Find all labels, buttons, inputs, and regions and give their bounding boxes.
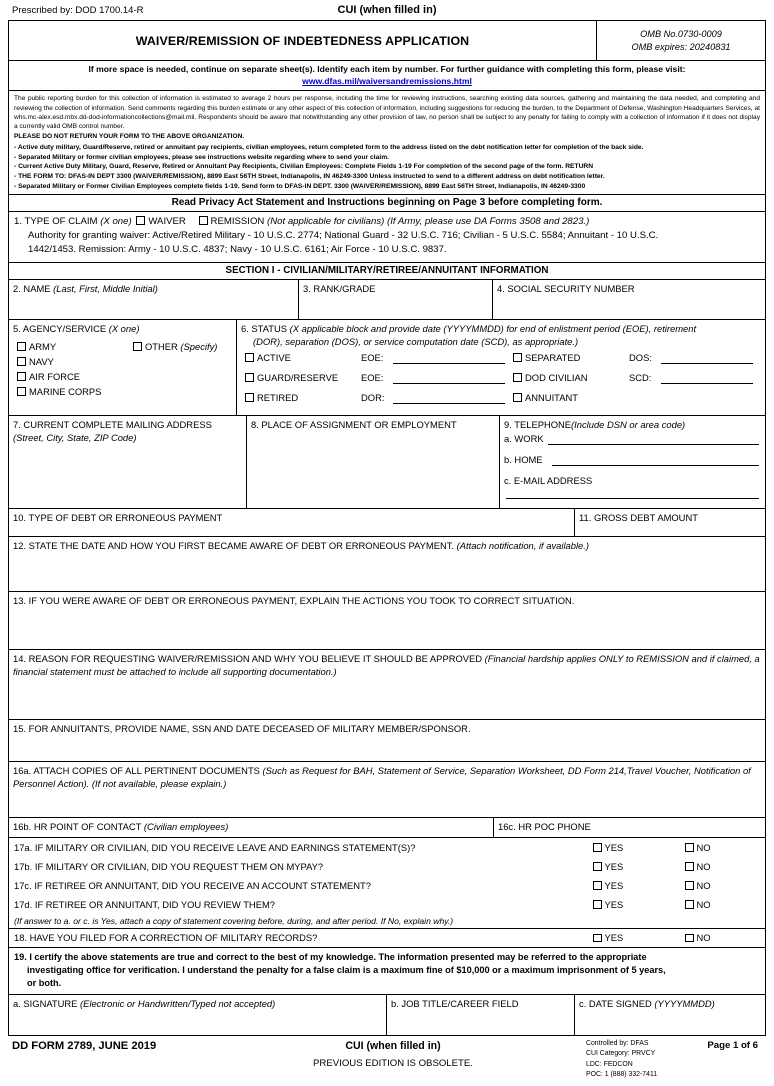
dod-civilian-scd-label: SCD: — [629, 372, 652, 384]
item-14-hint: (Financial hardship applies ONLY to REMISSION and if claimed, a financial statement must be attached to include all supporting documentation.) — [13, 652, 760, 678]
do-not-return-notice: PLEASE DO NOT RETURN YOUR FORM TO THE ABOVE ORGANIZATION. — [14, 132, 245, 140]
home-phone-label: b. HOME — [504, 454, 543, 466]
air-force-checkbox[interactable] — [17, 372, 26, 381]
email-address-label: c. E-MAIL ADDRESS — [504, 475, 593, 487]
question-17c-label: 17c. IF RETIREE OR ANNUITANT, DID YOU RECEIVE AN ACCOUNT STATEMENT? — [14, 879, 371, 891]
q17c-no-label: NO — [696, 879, 711, 891]
q17b-yes-label: YES — [604, 860, 624, 872]
guidance-text: If more space is needed, continue on separate sheet(s). Identify each item by number. For further guidance with completing this form, please visit: — [88, 64, 686, 74]
active-eoe-input[interactable] — [393, 354, 505, 364]
ldc-marking: LDC: FEDCON — [586, 1060, 633, 1068]
active-eoe-label: EOE: — [361, 352, 384, 364]
item-9-telephone-block — [500, 416, 765, 508]
item-19-certification — [9, 948, 765, 995]
separated-label: SEPARATED — [525, 352, 581, 364]
q17b-yes-checkbox[interactable] — [593, 862, 602, 871]
item-7-hint: (Street, City, State, ZIP Code) — [13, 432, 137, 444]
navy-label: NAVY — [29, 356, 54, 368]
bullet-item: - Separated Military or Former Civilian Employees complete fields 1-19. Send form to DFAS-IN DEPT. 3300 (WAIVER/REMISSION), 8899 East 56TH Street, Indianapolis, IN 46249-3300 — [14, 182, 586, 190]
q18-no-label: NO — [696, 932, 711, 944]
item-15-label: 15. FOR ANNUITANTS, PROVIDE NAME, SSN AND DATE DECEASED OF MILITARY MEMBER/SPONSOR. — [13, 722, 471, 734]
item-14-label: 14. REASON FOR REQUESTING WAIVER/REMISSION AND WHY YOU BELIEVE IT SHOULD BE APPROVED — [13, 652, 483, 664]
separated-dos-input[interactable] — [661, 354, 753, 364]
form-frame — [8, 20, 766, 1036]
email-address-input[interactable] — [506, 498, 759, 499]
navy-checkbox[interactable] — [17, 357, 26, 366]
q17d-no-label: NO — [696, 898, 711, 910]
item-3-label: 3. RANK/GRADE — [303, 282, 376, 294]
question-17c-row — [9, 876, 765, 895]
instruction-bullets — [14, 143, 760, 192]
form-title-cell — [9, 21, 597, 60]
army-checkbox[interactable] — [17, 342, 26, 351]
item-3-rank-field[interactable] — [299, 280, 493, 319]
guard-eoe-input[interactable] — [393, 374, 505, 384]
q17a-yes-label: YES — [604, 841, 624, 853]
hr-contact-row — [9, 818, 765, 838]
job-title-label: b. JOB TITLE/CAREER FIELD — [391, 997, 519, 1009]
q17b-no-label: NO — [696, 860, 711, 872]
date-signed-hint: (YYYYMMDD) — [654, 997, 715, 1009]
retired-dor-input[interactable] — [393, 394, 505, 404]
home-phone-input[interactable] — [552, 465, 759, 466]
poc-phone: POC: 1 (888) 332-7411 — [586, 1070, 658, 1078]
item-16a-label: 16a. ATTACH COPIES OF ALL PERTINENT DOCUMENTS — [13, 764, 260, 776]
read-privacy-act-notice: Read Privacy Act Statement and Instructions beginning on Page 3 before completing form. — [9, 195, 765, 212]
status-checkbox-grid — [241, 352, 761, 412]
bullet-item: - Current Active Duty Military, Guard, Reserve, Retired or Annuitant Pay Recipients, Civilian Employees: Complete Fields 1-19 For completion of the second page of the form. RETURN — [14, 163, 594, 171]
certification-line-3: or both. — [27, 978, 62, 989]
certification-line-2: investigating office for verification. I understand the penalty for a false claim is a maximum fine of $10,000 or a maximum imprisonment of 5 years, — [27, 965, 666, 976]
item-16a-hint-line-1: (Such as Request for BAH, Statement of Service, Separation Worksheet, DD Form 214,Travel — [262, 764, 653, 776]
retired-label: RETIRED — [257, 392, 299, 404]
active-checkbox[interactable] — [245, 353, 254, 362]
item-5-hint: (X one) — [108, 322, 140, 334]
q18-yes-label: YES — [604, 932, 624, 944]
signature-label: a. SIGNATURE — [13, 997, 78, 1009]
page-footer — [8, 1036, 766, 1086]
q17b-no-checkbox[interactable] — [685, 862, 694, 871]
item-9-label: 9. TELEPHONE — [504, 418, 572, 430]
omb-number: OMB No.0730-0009 — [640, 29, 722, 40]
page-number: Page 1 of 6 — [707, 1039, 758, 1051]
question-17d-row — [9, 895, 765, 914]
q17d-yes-label: YES — [604, 898, 624, 910]
active-label: ACTIVE — [257, 352, 291, 364]
remission-label: REMISSION — [210, 215, 265, 227]
prescribed-by-text: Prescribed by: DOD 1700.14-R — [12, 5, 144, 16]
question-18-label: 18. HAVE YOU FILED FOR A CORRECTION OF MILITARY RECORDS? — [14, 932, 318, 944]
item-15-annuitant-field[interactable] — [9, 720, 765, 762]
question-17d-label: 17d. IF RETIREE OR ANNUITANT, DID YOU REVIEW THEM? — [14, 898, 275, 910]
waiver-label: WAIVER — [148, 215, 186, 227]
form-designation: DD FORM 2789, JUNE 2019 — [12, 1039, 157, 1052]
item-13-label: 13. IF YOU WERE AWARE OF DEBT OR ERRONEOUS PAYMENT, EXPLAIN THE ACTIONS YOU TOOK TO CORRECT SITUATION. — [13, 594, 575, 606]
marine-corps-checkbox[interactable] — [17, 387, 26, 396]
remission-note: (Not applicable for civilians) (If Army, please use DA Forms 3508 and 2823.) — [267, 215, 590, 227]
agency-checkbox-grid — [13, 341, 232, 403]
item-4-label: 4. SOCIAL SECURITY NUMBER — [497, 282, 635, 294]
item-1-type-of-claim — [9, 212, 765, 263]
annuitant-checkbox[interactable] — [513, 393, 522, 402]
agency-status-row — [9, 320, 765, 416]
item-9-hint: (Include DSN or area code) — [571, 418, 686, 430]
waiver-checkbox[interactable] — [136, 216, 145, 225]
top-strip — [8, 4, 766, 20]
q17a-no-checkbox[interactable] — [685, 843, 694, 852]
q17c-no-checkbox[interactable] — [685, 881, 694, 890]
item-12-hint: (Attach notification, if available.) — [456, 539, 589, 551]
item-6-status-block — [237, 320, 765, 415]
item-5-label: 5. AGENCY/SERVICE — [13, 322, 107, 334]
item-6-hint-line-1: (X applicable block and provide date (YYYYMMDD) for end of enlistment period (EOE), retirement — [289, 322, 697, 334]
address-contact-row — [9, 416, 765, 509]
air-force-label: AIR FORCE — [29, 371, 81, 383]
authority-line-2: 1442/1453. Remission: Army - 10 U.S.C. 4837; Navy - 10 U.S.C. 6161; Air Force - 10 U.S.C. 9837. — [28, 244, 447, 256]
guidance-band — [9, 61, 765, 91]
question-17b-row — [9, 857, 765, 876]
separated-checkbox[interactable] — [513, 353, 522, 362]
title-band — [9, 21, 765, 61]
retired-checkbox[interactable] — [245, 393, 254, 402]
q17a-yes-checkbox[interactable] — [593, 843, 602, 852]
signature-row — [9, 995, 765, 1035]
item-1-x-one-hint: (X one) — [100, 215, 132, 227]
signature-hint: (Electronic or Handwritten/Typed not accepted) — [80, 997, 276, 1009]
annuitant-label: ANNUITANT — [525, 392, 578, 404]
date-signed-label: c. DATE SIGNED — [579, 997, 652, 1009]
other-agency-checkbox[interactable] — [133, 342, 142, 351]
item-4-ssn-field[interactable] — [493, 280, 765, 319]
section-1-bar: SECTION I - CIVILIAN/MILITARY/RETIREE/ANNUITANT INFORMATION — [9, 263, 765, 280]
item-16b-hr-contact-field[interactable] — [9, 818, 494, 837]
army-label: ARMY — [29, 341, 57, 353]
item-8-place-field[interactable] — [247, 416, 500, 508]
question-17-note: (If answer to a. or c. is Yes, attach a copy of statement covering before, during, and after period. If No, explain why.) — [9, 914, 765, 929]
item-8-label: 8. PLACE OF ASSIGNMENT OR EMPLOYMENT — [251, 418, 457, 430]
job-title-field[interactable] — [387, 995, 575, 1035]
burden-statement — [9, 91, 765, 194]
guard-reserve-checkbox[interactable] — [245, 373, 254, 382]
item-16a-documents-field[interactable] — [9, 762, 765, 818]
certification-line-1: 19. I certify the above statements are true and correct to the best of my knowledge. The information presented may be referred to the appropriate — [14, 951, 647, 962]
item-6-hint-line-2: (DOR), separation (DOS), or service computation date (SCD), as appropriate.) — [253, 336, 579, 348]
q17c-yes-checkbox[interactable] — [593, 881, 602, 890]
question-17a-row — [9, 838, 765, 857]
q17d-yes-checkbox[interactable] — [593, 900, 602, 909]
date-signed-field[interactable] — [575, 995, 765, 1035]
item-14-reason-field[interactable] — [9, 650, 765, 720]
item-2-label: 2. NAME — [13, 282, 51, 294]
authority-line-1: Authority for granting waiver: Active/Retired Military - 10 U.S.C. 2774; National Guard - 32 U.S.C. 716; Civilian - 5 U.S.C. 5584; Annuitant - 10 U.S.C. — [28, 229, 659, 241]
signature-field[interactable] — [9, 995, 387, 1035]
dod-civilian-scd-input[interactable] — [661, 374, 753, 384]
item-2-hint: (Last, First, Middle Initial) — [53, 282, 158, 294]
q17c-yes-label: YES — [604, 879, 624, 891]
item-13-actions-field[interactable] — [9, 592, 765, 650]
dfas-website-link[interactable]: www.dfas.mil/waiversandremissions.html — [302, 75, 472, 86]
question-17b-label: 17b. IF MILITARY OR CIVILIAN, DID YOU REQUEST THEM ON MYPAY? — [14, 860, 324, 872]
dod-civilian-checkbox[interactable] — [513, 373, 522, 382]
item-16b-hint: (Civilian employees) — [143, 820, 229, 832]
retired-dor-label: DOR: — [361, 392, 385, 404]
item-1-label: 1. TYPE OF CLAIM — [14, 215, 98, 227]
item-7-address-field[interactable] — [9, 416, 247, 508]
bullet-item: - THE FORM TO: DFAS-IN DEPT 3300 (WAIVER/REMISSION), 8899 East 56TH Street, Indianapolis, IN 46249-3300 Unless instructed to send to a different address on debt notification letter. — [14, 173, 605, 181]
q17d-no-checkbox[interactable] — [685, 900, 694, 909]
previous-edition-notice: PREVIOUS EDITION IS OBSOLETE. — [313, 1057, 473, 1069]
question-17a-label: 17a. IF MILITARY OR CIVILIAN, DID YOU RECEIVE LEAVE AND EARNINGS STATEMENT(S)? — [14, 841, 416, 853]
work-phone-input[interactable] — [548, 444, 759, 445]
control-markings — [586, 1039, 657, 1080]
other-agency-label: OTHER — [145, 341, 178, 353]
question-18-row — [9, 929, 765, 948]
omb-expires: OMB expires: 20240831 — [631, 41, 731, 52]
item-11-label: 11. GROSS DEBT AMOUNT — [579, 511, 698, 523]
burden-paragraph: The public reporting burden for this collection of information is estimated to average 2 hours per response, including the time for reviewing instructions, searching existing data sources, gathering and maintaining the data needed, and completing and reviewing the collection of information. Send comments regarding this burden estimate or any other aspect of this collection of information, including suggestions for reducing the burden, to the Department of Defense, Washington Headquarters Services, at whs.mc-alex.esd.mbx.dd-dod-informationcollections@mail.mil. Respondents should be aware that notwithstanding any other provision of law, no person shall be subject to any penalty for failing to comply with a collection of information if it does not display a currently valid OMB control number. — [14, 95, 760, 131]
other-agency-hint: (Specify) — [180, 341, 218, 353]
q18-no-checkbox[interactable] — [685, 934, 694, 943]
item-12-label: 12. STATE THE DATE AND HOW YOU FIRST BECAME AWARE OF DEBT OR ERRONEOUS PAYMENT. — [13, 539, 455, 551]
name-rank-ssn-row — [9, 280, 765, 320]
omb-box — [597, 21, 765, 60]
cui-category: CUI Category: PRVCY — [586, 1050, 656, 1058]
item-11-gross-amount-field[interactable] — [575, 509, 765, 536]
item-10-debt-type-field[interactable] — [9, 509, 575, 536]
item-16c-label: 16c. HR POC PHONE — [498, 820, 591, 832]
item-6-label: 6. STATUS — [241, 322, 288, 334]
dod-civilian-label: DOD CIVILIAN — [525, 372, 588, 384]
item-5-agency-block — [9, 320, 237, 415]
item-12-awareness-field[interactable] — [9, 537, 765, 592]
guard-eoe-label: EOE: — [361, 372, 384, 384]
footer-cui-banner: CUI (when filled in) — [345, 1039, 441, 1052]
q17a-no-label: NO — [696, 841, 711, 853]
item-7-label: 7. CURRENT COMPLETE MAILING ADDRESS — [13, 418, 212, 430]
item-16c-hr-phone-field[interactable] — [494, 818, 765, 837]
separated-dos-label: DOS: — [629, 352, 652, 364]
work-phone-label: a. WORK — [504, 433, 544, 445]
form-title: WAIVER/REMISSION OF INDEBTEDNESS APPLICATION — [135, 33, 470, 48]
bullet-item: - Separated Military or former civilian employees, please see instructions website regarding where to send your claim. — [14, 153, 389, 161]
marine-corps-label: MARINE CORPS — [29, 386, 102, 398]
item-2-name-field[interactable] — [9, 280, 299, 319]
controlled-by: Controlled by: DFAS — [586, 1039, 649, 1047]
bullet-item: - Active duty military, Guard/Reserve, retired or annuitant pay recipients, civilian employees, return completed form to the address listed on the debt notification letter for completion of the back side. — [14, 143, 644, 151]
remission-checkbox[interactable] — [199, 216, 208, 225]
cui-top-banner: CUI (when filled in) — [337, 4, 437, 16]
item-10-label: 10. TYPE OF DEBT OR ERRONEOUS PAYMENT — [13, 511, 223, 523]
debt-type-amount-row — [9, 509, 765, 537]
item-16b-label: 16b. HR POINT OF CONTACT — [13, 820, 142, 832]
item-16a-hint-line-2: Voucher, Notification of Personnel Action). (If not available, please explain.) — [13, 764, 751, 790]
q18-yes-checkbox[interactable] — [593, 934, 602, 943]
guard-reserve-label: GUARD/RESERVE — [257, 372, 339, 384]
